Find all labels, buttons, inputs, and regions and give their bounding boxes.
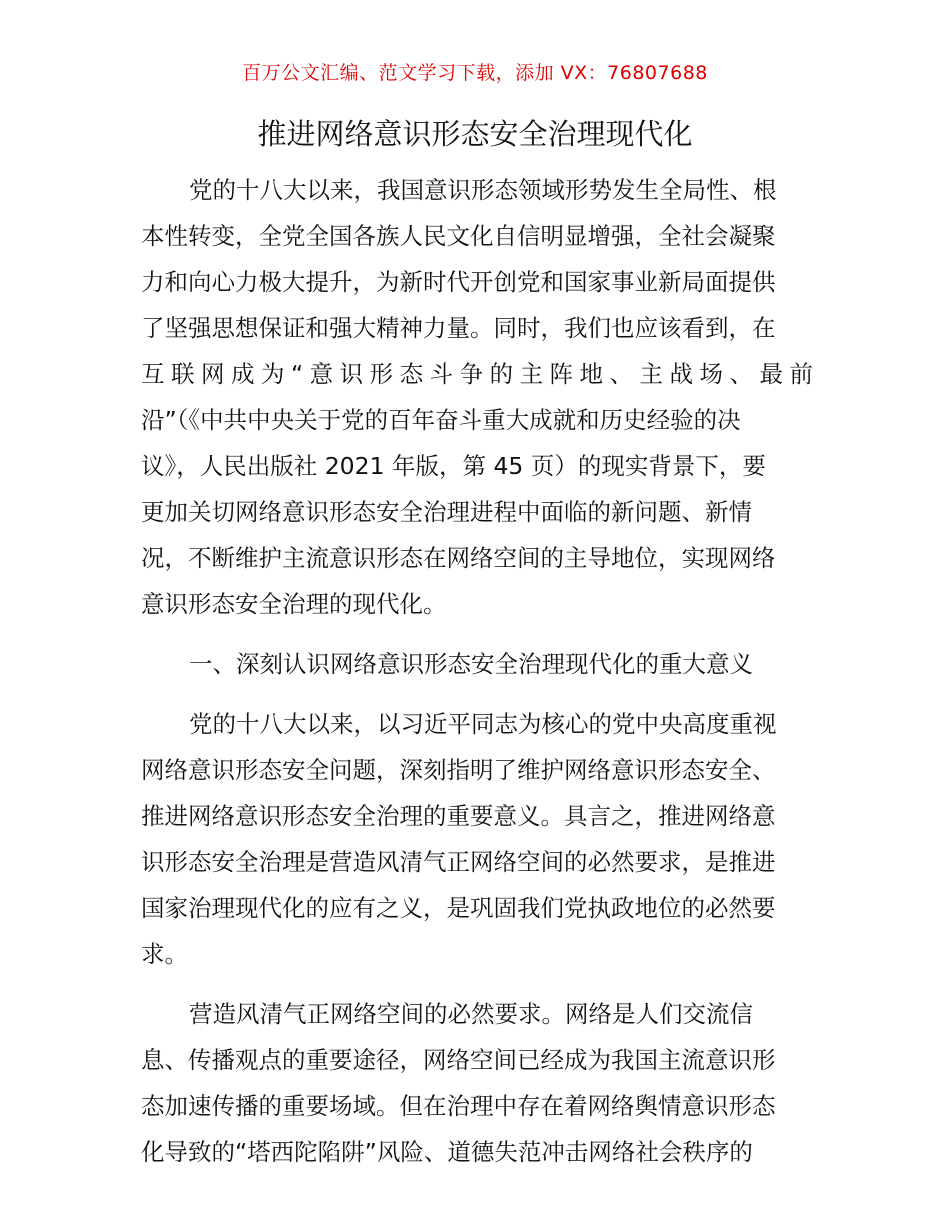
paragraph-gap — [141, 627, 813, 641]
paragraph-line: 本性转变，全党全国各族人民文化自信明显增强，全社会凝聚 — [141, 222, 776, 250]
paragraph-line: 态加速传播的重要场域。但在治理中存在着网络舆情意识形态 — [141, 1092, 776, 1120]
paragraph-line: 党的十八大以来，以习近平同志为核心的党中央高度重视 — [189, 710, 777, 738]
document-title: 推进网络意识形态安全治理现代化 — [257, 117, 693, 151]
paragraph-line: 党的十八大以来，我国意识形态领域形势发生全局性、根 — [189, 176, 777, 204]
paragraph-line: 力和向心力极大提升，为新时代开创党和国家事业新局面提供 — [141, 268, 776, 296]
paragraph-line: 了坚强思想保证和强大精神力量。同时，我们也应该看到，在 — [141, 314, 776, 342]
paragraph-line: 求。 — [141, 940, 188, 968]
section-heading-text: 一、深刻认识网络意识形态安全治理现代化的重大意义 — [189, 650, 753, 678]
paragraph-line: 推进网络意识形态安全治理的重要意义。具言之，推进网络意 — [141, 802, 776, 830]
paragraph-line: 沿”（《中共中央关于党的百年奋斗重大成就和历史经验的决 — [141, 406, 741, 434]
paragraph-intro — [141, 167, 813, 627]
paragraph-line: 网络意识形态安全问题，深刻指明了维护网络意识形态安全、 — [141, 756, 776, 784]
paragraph-line: 识形态安全治理是营造风清气正网络空间的必然要求，是推进 — [141, 848, 776, 876]
paragraph-gap — [141, 687, 813, 701]
paragraph-line: 更加关切网络意识形态安全治理进程中面临的新问题、新情 — [141, 498, 752, 526]
document-body — [141, 167, 813, 1175]
paragraph-line: 况，不断维护主流意识形态在网络空间的主导地位，实现网络 — [141, 544, 776, 572]
header-watermark-note: 百万公文汇编、范文学习下载，添加 VX：76807688 — [242, 62, 708, 84]
paragraph-line: 化导致的“塔西陀陷阱”风险、道德失范冲击网络社会秩序的 — [141, 1138, 753, 1166]
paragraph-line: 意识形态安全治理的现代化。 — [141, 590, 447, 618]
section-heading-1 — [141, 641, 813, 687]
paragraph-gap — [141, 977, 813, 991]
paragraph-line: 营造风清气正网络空间的必然要求。网络是人们交流信 — [189, 1000, 753, 1028]
paragraph-significance — [141, 701, 813, 977]
paragraph-line: 息、传播观点的重要途径，网络空间已经成为我国主流意识形 — [141, 1046, 776, 1074]
paragraph-line: 议》，人民出版社 2021 年版，第 45 页）的现实背景下，要 — [141, 452, 766, 480]
paragraph-line: 互联网成为“意识形态斗争的主阵地、主战场、最前 — [141, 360, 813, 388]
paragraph-line: 国家治理现代化的应有之义，是巩固我们党执政地位的必然要 — [141, 894, 776, 922]
paragraph-cyberspace — [141, 991, 813, 1175]
